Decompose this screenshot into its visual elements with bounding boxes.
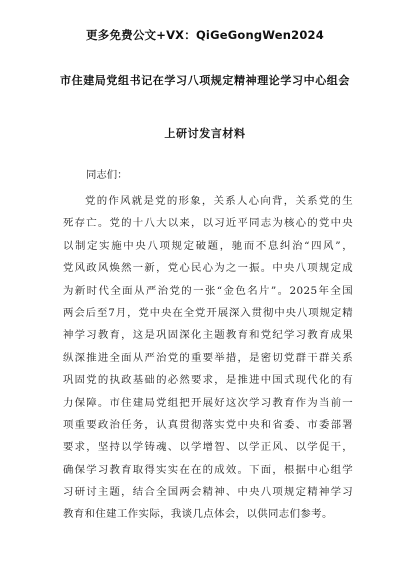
paragraph-line: 确保学习教育取得实实在在的成效。下面，根据中心组学 (63, 463, 353, 476)
paragraph-line: 神学习教育，这是巩固深化主题教育和党纪学习教育成果 (63, 329, 353, 342)
paragraph-line: 习研讨主题，结合全国两会精神、中央八项规定精神学习 (63, 486, 353, 499)
body-paragraph (63, 190, 353, 526)
document-title-line-2: 上研讨发言材料 (164, 127, 246, 140)
paragraph-line: 项重要政治任务，认真贯彻落实党中央和省委、市委部署 (63, 418, 353, 431)
document-title-line-1: 市住建局党组书记在学习八项规定精神理论学习中心组会 (60, 74, 350, 87)
paragraph-line: 纵深推进全面从严治党的重要举措，是密切党群干群关系 (63, 351, 353, 364)
paragraph-line: 死存亡。党的十八大以来，以习近平同志为核心的党中央 (63, 217, 353, 230)
promo-header-note: 更多免费公文+VX：QiGeGongWen2024 (86, 28, 324, 42)
paragraph-line: 两会后至7月，党中央在全党开展深入贯彻中央八项规定精 (63, 306, 353, 319)
paragraph-line: 力保障。市住建局党组把开展好这次学习教育作为当前一 (63, 396, 353, 409)
paragraph-line: 为新时代全面从严治党的一张“金色名片”。2025年全国 (63, 284, 353, 297)
paragraph-line: 教育和住建工作实际，我谈几点体会，以供同志们参考。 (63, 508, 333, 521)
paragraph-line: 要求，坚持以学铸魂、以学增智、以学正风、以学促干， (63, 441, 353, 454)
paragraph-line: 巩固党的执政基础的必然要求，是推进中国式现代化的有 (63, 374, 353, 387)
paragraph-line: 以制定实施中央八项规定破题，驰而不息纠治“四风”， (63, 239, 353, 252)
salutation: 同志们： (86, 169, 128, 181)
paragraph-line: 党风政风焕然一新，党心民心为之一振。中央八项规定成 (63, 262, 353, 275)
paragraph-line: 党的作风就是党的形象，关系人心向背，关系党的生 (85, 195, 353, 207)
